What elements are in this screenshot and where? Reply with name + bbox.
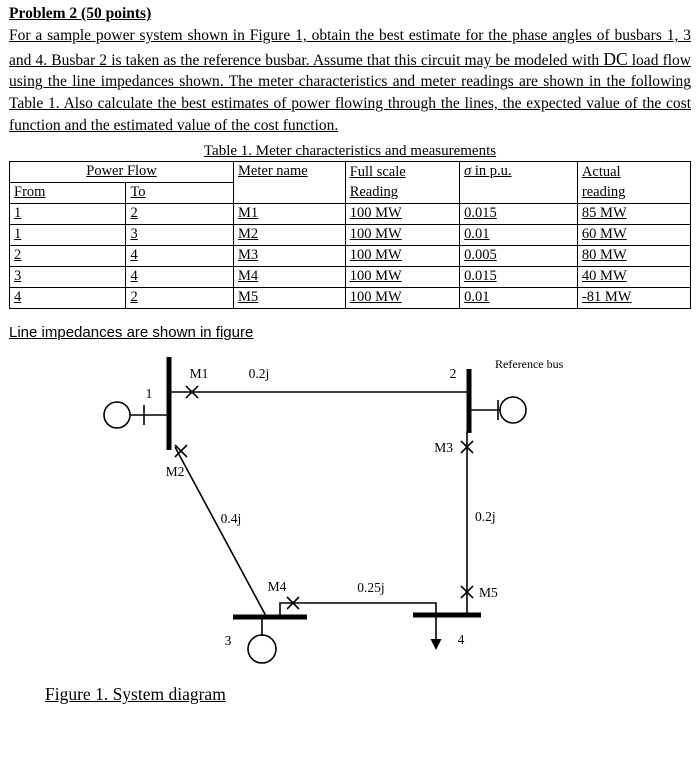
meter-table <box>9 161 691 309</box>
impedance-3-4-label: 0.25j <box>357 580 385 596</box>
cell-meter: M3 <box>234 246 346 267</box>
header-actual <box>577 162 690 204</box>
cell-from: 2 <box>10 246 126 267</box>
cell-meter: M4 <box>234 267 346 288</box>
table-row <box>10 288 691 309</box>
meter-m4-label: M4 <box>267 579 287 595</box>
cell-from: 4 <box>10 288 126 309</box>
bus1-label: 1 <box>145 386 153 402</box>
meter-m3-label: M3 <box>434 440 453 456</box>
sigma-symbol: σ <box>464 163 472 180</box>
cell-full-scale: 100 MW <box>345 225 459 246</box>
cell-actual: 60 MW <box>577 225 690 246</box>
table-caption: Table 1. Meter characteristics and measurements <box>203 143 497 160</box>
generator2-icon <box>500 397 526 423</box>
problem-title: Problem 2 (50 points) <box>9 5 152 22</box>
table-row <box>10 225 691 246</box>
meter-m1-label: M1 <box>189 366 209 382</box>
cell-actual: 40 MW <box>577 267 690 288</box>
cell-full-scale: 100 MW <box>345 288 459 309</box>
impedance-1-3-label: 0.4j <box>220 511 242 527</box>
impedance-1-2-label: 0.2j <box>248 366 270 382</box>
cell-full-scale: 100 MW <box>345 246 459 267</box>
body-text-1: For a sample power system shown in Figure 1, obtain the best estimate for the phase angles of busbars 1, 3 and 4. Busbar 2 is taken as the reference busbar. Assume that this circuit may be modeled with <box>9 27 691 69</box>
header-full-scale-line2: Reading <box>349 184 399 201</box>
cell-actual: 85 MW <box>577 204 690 225</box>
header-to: To <box>126 183 234 204</box>
cell-full-scale: 100 MW <box>345 267 459 288</box>
bus4-label: 4 <box>457 632 465 648</box>
cell-to: 4 <box>126 246 234 267</box>
line-3-4 <box>280 603 436 616</box>
dc-abbreviation: DC <box>603 48 628 69</box>
cell-to: 2 <box>126 288 234 309</box>
cell-to: 2 <box>126 204 234 225</box>
cell-to: 3 <box>126 225 234 246</box>
reference-bus-label: Reference bus <box>495 357 564 372</box>
table-row <box>10 267 691 288</box>
header-actual-line2: reading <box>581 184 626 201</box>
body-text-2: load flow using the line impedances shown. The meter characteristics and meter readings are shown in the following Table 1. Also calculate the best estimates of power flowing through the lines, the expected value of the cost function and the estimated value of the cost function. <box>9 51 691 134</box>
cell-from: 3 <box>10 267 126 288</box>
header-actual-line1: Actual <box>581 164 621 181</box>
cell-full-scale: 100 MW <box>345 204 459 225</box>
impedance-2-4-label: 0.2j <box>475 509 496 525</box>
generator1-icon <box>104 402 130 428</box>
line-1-3 <box>175 447 266 616</box>
header-full-scale <box>345 162 459 204</box>
figure-intro-text: Line impedances are shown in figure <box>9 324 254 342</box>
cell-meter: M1 <box>234 204 346 225</box>
cell-sigma: 0.005 <box>460 246 578 267</box>
cell-to: 4 <box>126 267 234 288</box>
cell-from: 1 <box>10 225 126 246</box>
cell-actual: 80 MW <box>577 246 690 267</box>
figure-1 <box>9 345 691 680</box>
header-sigma <box>460 162 578 204</box>
cell-actual: -81 MW <box>577 288 690 309</box>
header-from: From <box>10 183 126 204</box>
header-meter-name: Meter name <box>234 162 346 204</box>
cell-sigma: 0.01 <box>460 288 578 309</box>
cell-sigma: 0.015 <box>460 204 578 225</box>
cell-meter: M5 <box>234 288 346 309</box>
cell-sigma: 0.015 <box>460 267 578 288</box>
bus3-label: 3 <box>224 633 232 649</box>
table-header-row-1 <box>10 162 691 183</box>
bus2-label: 2 <box>449 366 457 382</box>
meter-m2-label: M2 <box>165 464 185 480</box>
system-diagram <box>9 345 691 675</box>
table-row <box>10 204 691 225</box>
cell-from: 1 <box>10 204 126 225</box>
figure-caption: Figure 1. System diagram <box>45 684 226 705</box>
problem-body <box>9 25 691 136</box>
cell-meter: M2 <box>234 225 346 246</box>
header-power-flow: Power Flow <box>10 162 234 183</box>
cell-sigma: 0.01 <box>460 225 578 246</box>
meter-m5-label: M5 <box>479 585 498 601</box>
table-row <box>10 246 691 267</box>
generator3-icon <box>248 635 276 663</box>
header-full-scale-line1: Full scale <box>349 164 406 181</box>
load4-arrow-head <box>431 639 442 650</box>
sigma-units: in p.u. <box>471 163 512 180</box>
